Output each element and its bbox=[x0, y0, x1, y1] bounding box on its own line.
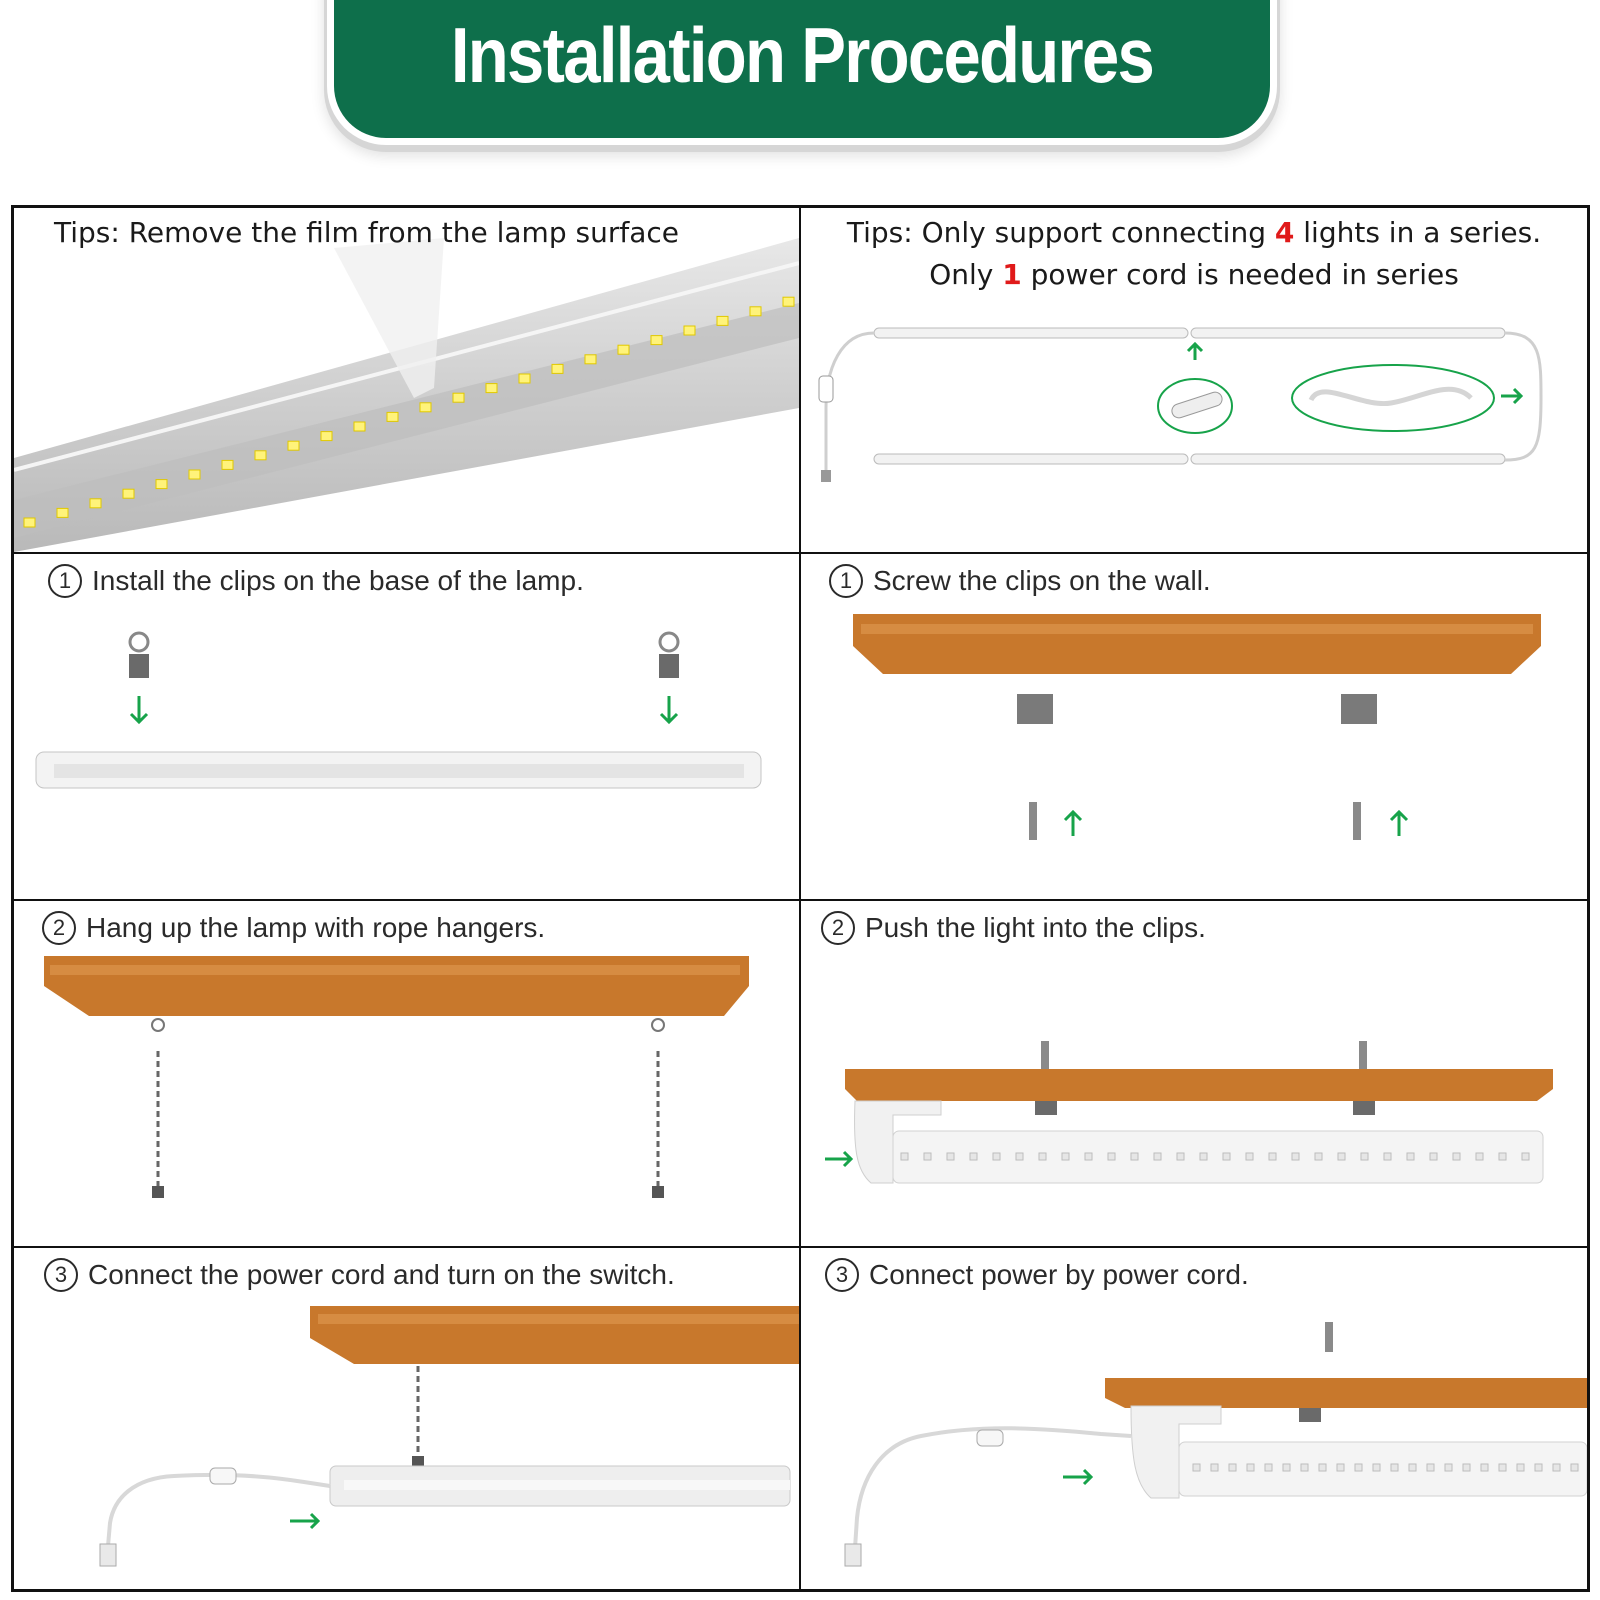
led-chip bbox=[970, 1153, 977, 1160]
led-chip bbox=[1476, 1153, 1483, 1160]
max-lights-number: 4 bbox=[1274, 216, 1295, 249]
led-chip bbox=[1177, 1153, 1184, 1160]
lamp-film-illustration bbox=[14, 208, 799, 552]
led-chip bbox=[1553, 1464, 1560, 1471]
step-number-badge: 2 bbox=[42, 911, 76, 945]
led-chip bbox=[24, 518, 35, 527]
step-number-badge: 2 bbox=[821, 911, 855, 945]
led-chip bbox=[1247, 1464, 1254, 1471]
led-chip bbox=[585, 355, 596, 364]
led-chip bbox=[420, 403, 431, 412]
led-chip bbox=[90, 499, 101, 508]
mount-step-3-label: 3 Connect power by power cord. bbox=[825, 1258, 1249, 1292]
led-chip bbox=[947, 1153, 954, 1160]
led-chip bbox=[1085, 1153, 1092, 1160]
hang-step-2-label: 2 Hang up the lamp with rope hangers. bbox=[42, 911, 545, 945]
led-chip bbox=[1517, 1464, 1524, 1471]
mount-step-1-label: 1 Screw the clips on the wall. bbox=[829, 564, 1211, 598]
led-chip bbox=[1229, 1464, 1236, 1471]
led-chip bbox=[1445, 1464, 1452, 1471]
push-light-illustration bbox=[801, 901, 1587, 1246]
power-cord-illustration bbox=[801, 1248, 1587, 1589]
panel-series-tip bbox=[801, 208, 1587, 552]
led-chip bbox=[354, 422, 365, 431]
led-chip bbox=[156, 480, 167, 489]
led-chip bbox=[1193, 1464, 1200, 1471]
led-chip bbox=[1361, 1153, 1368, 1160]
led-chip bbox=[1211, 1464, 1218, 1471]
led-chip bbox=[901, 1153, 908, 1160]
power-switch-illustration bbox=[14, 1248, 799, 1589]
power-cord-count: 1 bbox=[1002, 258, 1022, 291]
led-chip bbox=[1384, 1153, 1391, 1160]
led-chip bbox=[1355, 1464, 1362, 1471]
led-chip bbox=[1315, 1153, 1322, 1160]
panel-hang-step-2 bbox=[14, 901, 799, 1246]
led-chip bbox=[1319, 1464, 1326, 1471]
led-chip bbox=[1154, 1153, 1161, 1160]
led-chip bbox=[1571, 1464, 1578, 1471]
mount-step-2-label: 2 Push the light into the clips. bbox=[821, 911, 1206, 945]
led-chip bbox=[1200, 1153, 1207, 1160]
led-chip bbox=[1223, 1153, 1230, 1160]
led-chip bbox=[1301, 1464, 1308, 1471]
step-number-badge: 3 bbox=[825, 1258, 859, 1292]
clip-install-illustration bbox=[14, 554, 799, 899]
series-connection-diagram bbox=[801, 208, 1587, 552]
led-chip bbox=[1373, 1464, 1380, 1471]
led-chip bbox=[1391, 1464, 1398, 1471]
led-chip bbox=[1453, 1153, 1460, 1160]
led-chip bbox=[1430, 1153, 1437, 1160]
led-chip bbox=[189, 470, 200, 479]
led-chip bbox=[1108, 1153, 1115, 1160]
led-chip bbox=[387, 412, 398, 421]
led-chip bbox=[1409, 1464, 1416, 1471]
step-number-badge: 1 bbox=[48, 564, 82, 598]
led-chip bbox=[1269, 1153, 1276, 1160]
led-chip bbox=[486, 384, 497, 393]
step-number-badge: 1 bbox=[829, 564, 863, 598]
panel-mount-step-3 bbox=[801, 1248, 1587, 1589]
step-number-badge: 3 bbox=[44, 1258, 78, 1292]
led-chip bbox=[993, 1153, 1000, 1160]
led-chip bbox=[750, 307, 761, 316]
led-chip bbox=[1499, 1153, 1506, 1160]
led-chip bbox=[123, 489, 134, 498]
led-chip bbox=[717, 316, 728, 325]
led-chip bbox=[924, 1153, 931, 1160]
led-chip bbox=[1337, 1464, 1344, 1471]
series-tip-line-2: Only 1 power cord is needed in series bbox=[929, 258, 1459, 291]
led-chip bbox=[255, 451, 266, 460]
led-chip bbox=[453, 393, 464, 402]
led-chip bbox=[651, 336, 662, 345]
led-chip bbox=[519, 374, 530, 383]
panel-mount-step-2 bbox=[801, 901, 1587, 1246]
led-chip bbox=[57, 508, 68, 517]
led-chip bbox=[783, 297, 794, 306]
led-chip bbox=[1535, 1464, 1542, 1471]
led-chip bbox=[1499, 1464, 1506, 1471]
title-banner bbox=[334, 0, 1270, 138]
led-chip bbox=[1292, 1153, 1299, 1160]
led-chip bbox=[1016, 1153, 1023, 1160]
panel-film-tip bbox=[14, 208, 799, 552]
led-chip bbox=[684, 326, 695, 335]
panel-hang-step-3 bbox=[14, 1248, 799, 1589]
hang-step-3-label: 3 Connect the power cord and turn on the switch. bbox=[44, 1258, 675, 1292]
panel-hang-step-1 bbox=[14, 554, 799, 899]
wall-clip-illustration bbox=[801, 554, 1587, 899]
series-tip-line-1: Tips: Only support connecting 4 lights in a series. bbox=[846, 216, 1542, 249]
led-chip bbox=[1463, 1464, 1470, 1471]
page-title: Installation Procedures bbox=[450, 11, 1154, 99]
led-chip bbox=[1481, 1464, 1488, 1471]
led-chip bbox=[1246, 1153, 1253, 1160]
hang-step-1-label: 1 Install the clips on the base of the lamp. bbox=[48, 564, 584, 598]
led-chip bbox=[1039, 1153, 1046, 1160]
film-tip-text: Tips: Remove the film from the lamp surface bbox=[54, 216, 679, 249]
led-chip bbox=[1522, 1153, 1529, 1160]
led-chip bbox=[1062, 1153, 1069, 1160]
led-chip bbox=[552, 364, 563, 373]
led-chip bbox=[288, 441, 299, 450]
led-chip bbox=[618, 345, 629, 354]
led-chip bbox=[1283, 1464, 1290, 1471]
rope-hanger-illustration bbox=[14, 901, 799, 1246]
led-chip bbox=[1131, 1153, 1138, 1160]
led-chip bbox=[1407, 1153, 1414, 1160]
led-chip bbox=[1427, 1464, 1434, 1471]
led-chip bbox=[1338, 1153, 1345, 1160]
led-chip bbox=[321, 432, 332, 441]
led-chip bbox=[1265, 1464, 1272, 1471]
led-chip bbox=[222, 460, 233, 469]
panel-mount-step-1 bbox=[801, 554, 1587, 899]
